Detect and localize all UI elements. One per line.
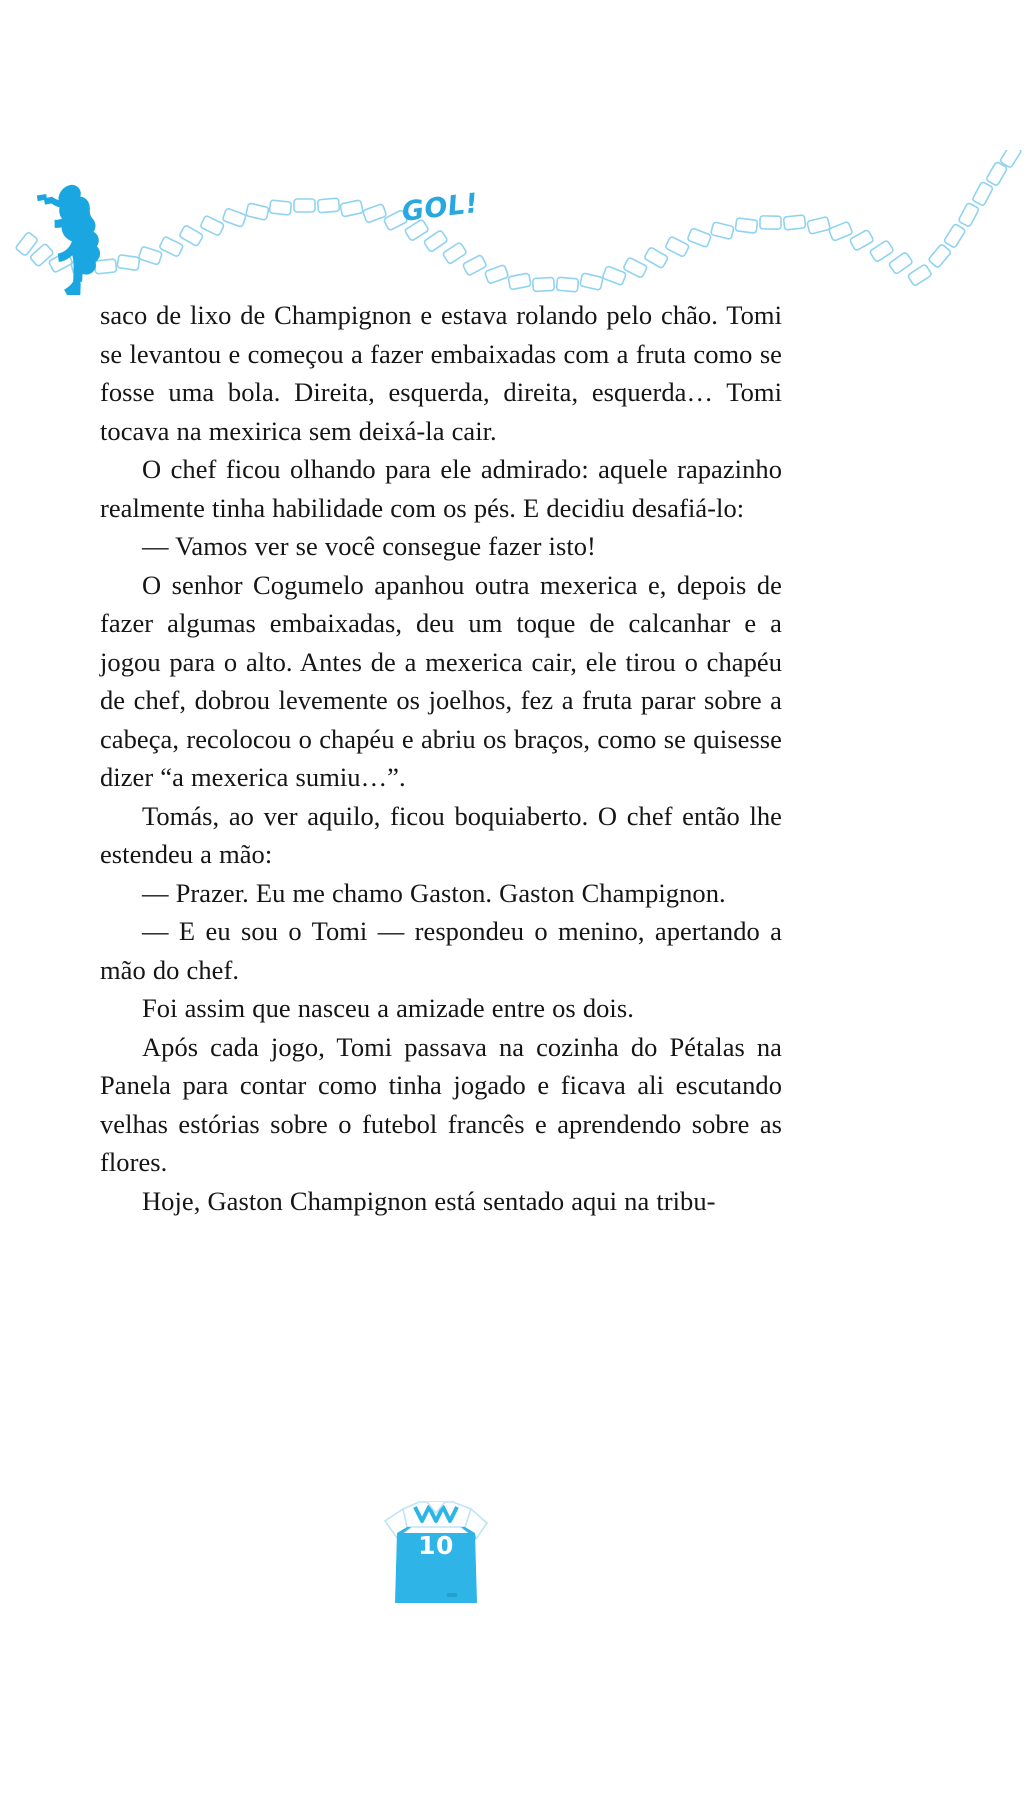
page-number: 10	[418, 1531, 454, 1560]
paragraph: Tomás, ao ver aquilo, ficou boquiaberto. O chef então lhe estendeu a mão:	[100, 800, 782, 869]
dashed-wavy-trail-icon	[15, 150, 1022, 292]
soccer-player-silhouette-icon	[37, 185, 100, 295]
header-ornament	[0, 150, 1024, 295]
paragraph: O senhor Cogumelo apanhou outra mexerica e, depois de fazer algumas embaixadas, deu um toque de calcanhar e a jogou para o alto. Antes de a mexerica cair, ele tirou o chapéu de chef, dobrou levemente os joelhos, fez a fruta parar sobre a cabeça, recolocou o chapéu e abriu os braços, como se quisesse dizer “a mexerica sumiu…”.	[100, 569, 782, 792]
paragraph: — Prazer. Eu me chamo Gaston. Gaston Champignon.	[142, 877, 726, 908]
paragraph: — E eu sou o Tomi — respondeu o menino, apertando a mão do chef.	[100, 916, 782, 985]
paragraph: Foi assim que nasceu a amizade entre os dois.	[142, 993, 634, 1023]
gol-shout-label: GOL!	[400, 187, 481, 228]
paragraph: — Vamos ver se você consegue fazer isto!	[142, 531, 596, 561]
paragraph: saco de lixo de Champignon e estava rolando pelo chão. Tomi se levantou e começou a fazer embaixadas com a fruta como se fosse uma bola. Direita, esquerda, direita, esquerda… Tomi tocava na mexirica sem deixá-la cair.	[100, 300, 782, 446]
paragraph: O chef ficou olhando para ele admirado: aquele rapazinho realmente tinha habilidade com os pés. E decidiu desafiá-lo:	[100, 454, 782, 523]
paragraph: Após cada jogo, Tomi passava na cozinha do Pétalas na Panela para contar como tinha jogado e ficava ali escutando velhas estórias sobre o futebol francês e aprendendo sobre as flores.	[100, 1031, 782, 1177]
page-body-text	[100, 296, 782, 1220]
paragraph: Hoje, Gaston Champignon está sentado aqui na tribu-	[142, 1185, 716, 1216]
